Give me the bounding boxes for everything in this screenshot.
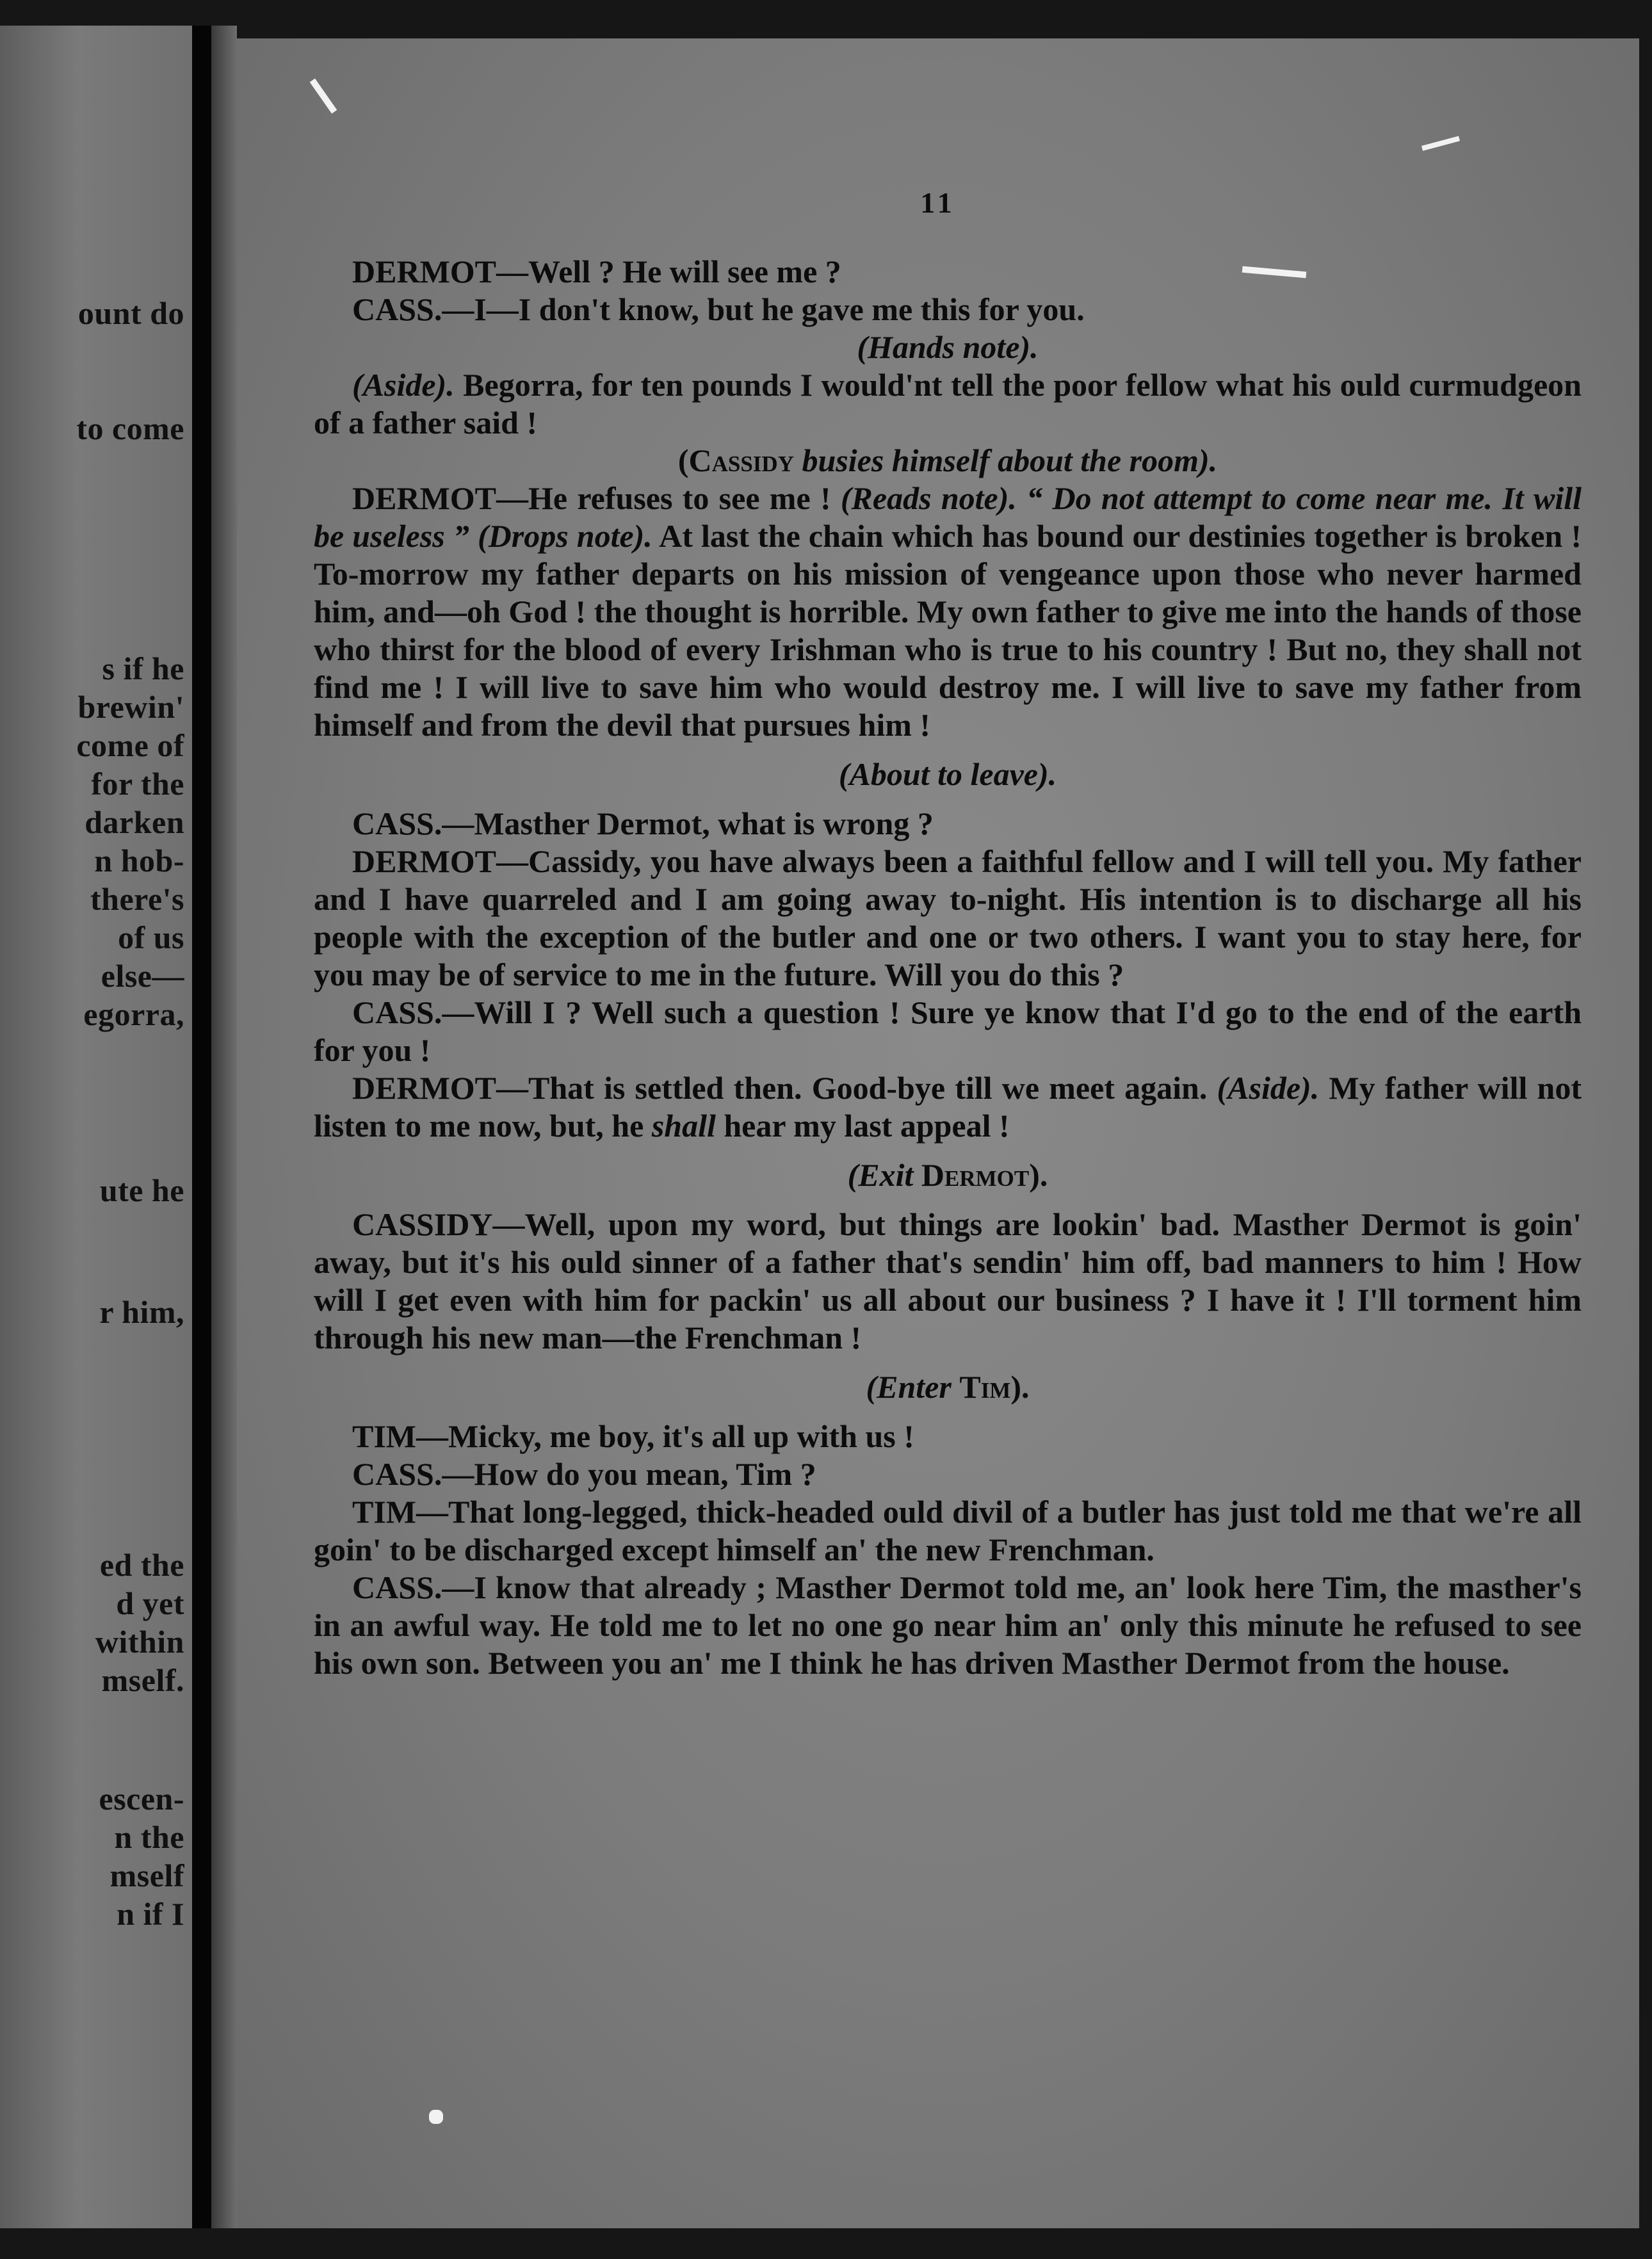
left-line: n if I bbox=[117, 1896, 184, 1932]
stage-direction: (About to leave). bbox=[838, 756, 1057, 792]
left-line: egorra, bbox=[83, 996, 184, 1032]
scan-speck bbox=[429, 2110, 443, 2124]
left-line: else— bbox=[101, 958, 184, 994]
dialogue-line: TIM—That long-legged, thick-headed ould divil of a butler has just told me that we're all goin' to be discharged except himself an' the new Frenchman. bbox=[314, 1494, 1582, 1567]
stage-direction: (Hands note). bbox=[857, 329, 1039, 365]
dialogue-line: CASS.—I know that already ; Masther Dermot told me, an' look here Tim, the masther's in an awful way. He told me to let no one go near him an' only this minute he refused to see his own son. Between you an' me I think he has driven Masther Dermot from the house. bbox=[314, 1569, 1582, 1681]
scan-speck bbox=[1421, 136, 1460, 150]
left-page-fragment bbox=[0, 26, 192, 2228]
stage-direction: (Enter Tim). bbox=[866, 1369, 1030, 1405]
dialogue-line: DERMOT—Well ? He will see me ? bbox=[352, 254, 841, 289]
dialogue-line: (Aside). Begorra, for ten pounds I would'nt tell the poor fellow what his ould curmudgeon of a father said ! bbox=[314, 367, 1582, 441]
left-line: mself. bbox=[101, 1662, 184, 1698]
stage-direction: (Cassidy busies himself about the room). bbox=[677, 442, 1218, 478]
stage-direction: (Exit Dermot). bbox=[847, 1157, 1048, 1193]
left-line: ount do bbox=[77, 295, 184, 331]
main-page bbox=[237, 38, 1639, 2228]
script-text bbox=[314, 253, 1582, 1682]
scan-speck bbox=[310, 79, 337, 114]
dialogue-line: DERMOT—He refuses to see me ! (Reads note). “ Do not attempt to come near me. It will be useless ” (Drops note). At last the chain which has bound our destinies together is broken ! To-morrow my father departs on his mission of vengeance upon those who never harmed him, and—oh God ! the thought is horrible. My own father to give me into the hands of those who thirst for the blood of every Irishman who is true to his country ! But no, they shall not find me ! I will live to save him who would destroy me. I will live to save my father from himself and from the devil that pursues him ! bbox=[314, 480, 1582, 743]
left-line: there's bbox=[90, 881, 184, 917]
dialogue-line: CASS.—I—I don't know, but he gave me this for you. bbox=[352, 291, 1085, 327]
left-line: for the bbox=[91, 766, 184, 802]
gutter-shadow bbox=[211, 26, 237, 2228]
left-line: come of bbox=[76, 727, 184, 763]
left-line: darken bbox=[85, 804, 184, 840]
left-line: to come bbox=[76, 410, 184, 446]
left-line: r him, bbox=[99, 1294, 184, 1330]
dialogue-line: TIM—Micky, me boy, it's all up with us ! bbox=[352, 1418, 914, 1454]
left-line: within bbox=[95, 1624, 184, 1660]
dialogue-line: CASSIDY—Well, upon my word, but things are lookin' bad. Masther Dermot is goin' away, but it's his ould sinner of a father that's sendin' him off, bad manners to him ! How will I get even with him for packin' us all about our business ? I have it ! I'll torment him through his new man—the Frenchman ! bbox=[314, 1206, 1582, 1356]
left-line: mself bbox=[109, 1858, 184, 1893]
left-line: escen- bbox=[99, 1781, 184, 1817]
left-line: ute he bbox=[99, 1172, 184, 1208]
left-line: ed the bbox=[99, 1547, 184, 1583]
left-line: brewin' bbox=[77, 689, 184, 725]
left-line: of us bbox=[118, 919, 184, 955]
book-gutter bbox=[192, 26, 211, 2228]
dialogue-line: CASS.—How do you mean, Tim ? bbox=[352, 1456, 816, 1492]
dialogue-line: DERMOT—Cassidy, you have always been a faithful fellow and I will tell you. My father and I have quarreled and I am going away to-night. His intention is to discharge all his people with the exception of the butler and one or two others. I want you to stay here, for you may be of service to me in the future. Will you do this ? bbox=[314, 843, 1582, 992]
left-line: n the bbox=[114, 1819, 184, 1855]
dialogue-line: CASS.—Will I ? Well such a question ! Sure ye know that I'd go to the end of the earth for you ! bbox=[314, 994, 1582, 1068]
dialogue-line: DERMOT—That is settled then. Good-bye till we meet again. (Aside). My father will not listen to me now, but, he shall hear my last appeal ! bbox=[314, 1070, 1582, 1144]
dialogue-line: CASS.—Masther Dermot, what is wrong ? bbox=[352, 806, 934, 841]
left-line: n hob- bbox=[94, 843, 184, 878]
left-line: d yet bbox=[116, 1585, 184, 1621]
page-number: 11 bbox=[920, 186, 956, 219]
left-line: s if he bbox=[102, 651, 184, 686]
